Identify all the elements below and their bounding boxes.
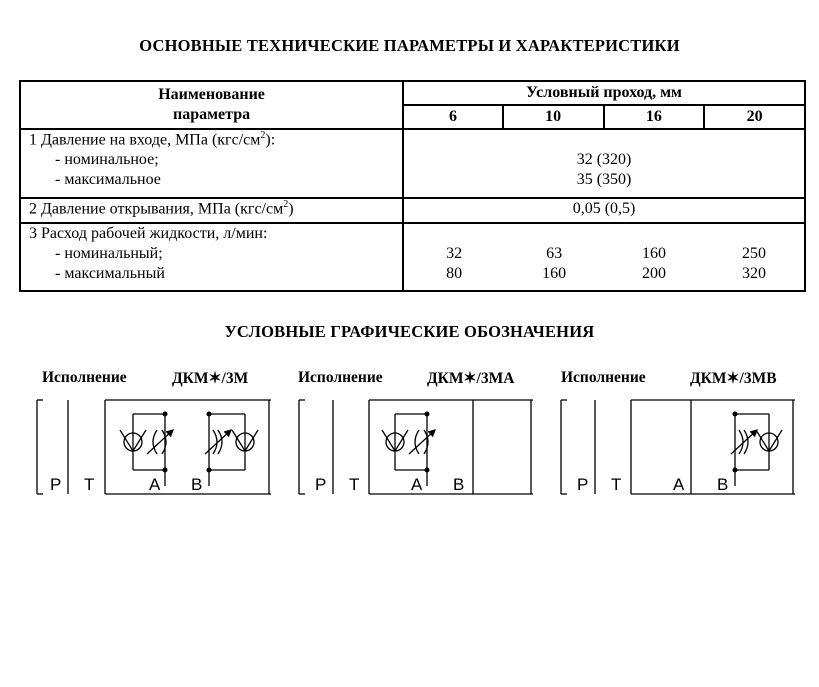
- port-a-label: A: [149, 475, 161, 494]
- flow-nominal-values: 32 63 160 250: [446, 244, 766, 262]
- flow-max-values: 80 160 200 320: [446, 264, 766, 282]
- port-p-label: P: [315, 475, 327, 494]
- row-opening-pressure-label: 2 Давление открывания, МПа $(кгс/см^2)$: [20, 198, 403, 223]
- diagram-1-label: Исполнение: [42, 369, 127, 386]
- port-b-label: B: [191, 475, 203, 494]
- port-b-label: B: [453, 475, 465, 494]
- port-b-label: B: [717, 475, 729, 494]
- size-16: 16: [604, 105, 705, 129]
- size-6: 6: [403, 105, 503, 129]
- diagram-2-code: ДКМ✶/3МА: [427, 370, 515, 387]
- port-t-label: T: [611, 475, 622, 494]
- port-t-label: T: [349, 475, 360, 494]
- parameters-table: [19, 80, 806, 292]
- port-p-label: P: [577, 475, 589, 494]
- row-flow-label: 3 Расход рабочей жидкости, л/мин: - номинальный; - максимальный: [20, 223, 403, 292]
- row-inlet-pressure-label: 1 Давление на входе, МПа $(кгс/см^2)$: - номинальное; - максимальное: [20, 129, 403, 198]
- diagram-3m-symbol: [35, 394, 271, 498]
- port-t-label: T: [84, 475, 95, 494]
- inlet-max-value: 35 (350): [576, 171, 632, 188]
- diagram-3-label: Исполнение: [561, 369, 646, 386]
- diagram-3mv-symbol: [559, 394, 795, 498]
- row-inlet-pressure-values: [403, 129, 805, 198]
- diagram-2-label: Исполнение: [298, 369, 383, 386]
- inlet-nominal-value: 32 (320): [576, 151, 632, 168]
- diagram-3ma-symbol: [297, 394, 533, 498]
- size-10: 10: [503, 105, 604, 129]
- size-20: 20: [704, 105, 805, 129]
- row-flow-values: [403, 223, 805, 292]
- diagram-1-code: ДКМ✶/3М: [172, 370, 249, 387]
- opening-pressure-value: 0,05 (0,5): [403, 198, 805, 223]
- port-a-label: A: [411, 475, 423, 494]
- header-bore: Условный проход, мм: [403, 81, 805, 105]
- port-a-label: A: [673, 475, 685, 494]
- header-parameter-name: Наименование параметра: [20, 81, 403, 129]
- page-title: ОСНОВНЫЕ ТЕХНИЧЕСКИЕ ПАРАМЕТРЫ И ХАРАКТЕРИСТИКИ: [139, 36, 680, 55]
- diagram-3-code: ДКМ✶/3МВ: [690, 370, 777, 387]
- port-p-label: P: [50, 475, 62, 494]
- symbols-title: УСЛОВНЫЕ ГРАФИЧЕСКИЕ ОБОЗНАЧЕНИЯ: [224, 322, 595, 341]
